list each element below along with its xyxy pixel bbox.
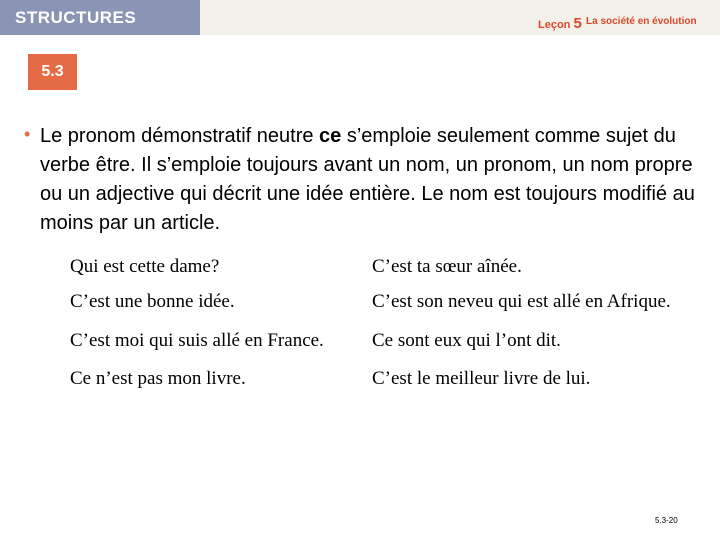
paragraph-text-after: s’emploie seulement comme sujet du verbe être. Il s’emploie toujours avant un nom, un pronom, un nom propre ou un adjective qui décrit une idée entière. Le nom est toujours modifié au moins par un article. (40, 125, 695, 234)
header-bar (0, 0, 720, 35)
example-left-2: C’est une bonne idée. (70, 291, 235, 312)
paragraph-text-before: Le pronom démonstratif neutre (40, 125, 320, 147)
lesson-title: La société en évolution (586, 16, 697, 27)
lesson-number: 5 (573, 15, 582, 32)
example-right-3: Ce sont eux qui l’ont dit. (372, 330, 561, 351)
section-badge: 5.3 (28, 54, 77, 90)
example-left-3: C’est moi qui suis allé en France. (70, 330, 324, 351)
paragraph-bold-ce: ce (319, 125, 342, 147)
example-left-4: Ce n’est pas mon livre. (70, 368, 246, 389)
lesson-label (538, 15, 582, 32)
example-right-4: C’est le meilleur livre de lui. (372, 368, 591, 389)
page-number: 5.3-20 (655, 516, 678, 525)
rule-paragraph (40, 122, 705, 238)
lesson-word: Leçon (538, 19, 571, 31)
example-right-2: C’est son neveu qui est allé en Afrique. (372, 291, 671, 312)
example-right-1: C’est ta sœur aînée. (372, 256, 522, 277)
example-left-1: Qui est cette dame? (70, 256, 220, 277)
header-section-block (0, 0, 200, 35)
bullet-icon: • (24, 124, 31, 144)
section-title: STRUCTURES (15, 8, 137, 27)
